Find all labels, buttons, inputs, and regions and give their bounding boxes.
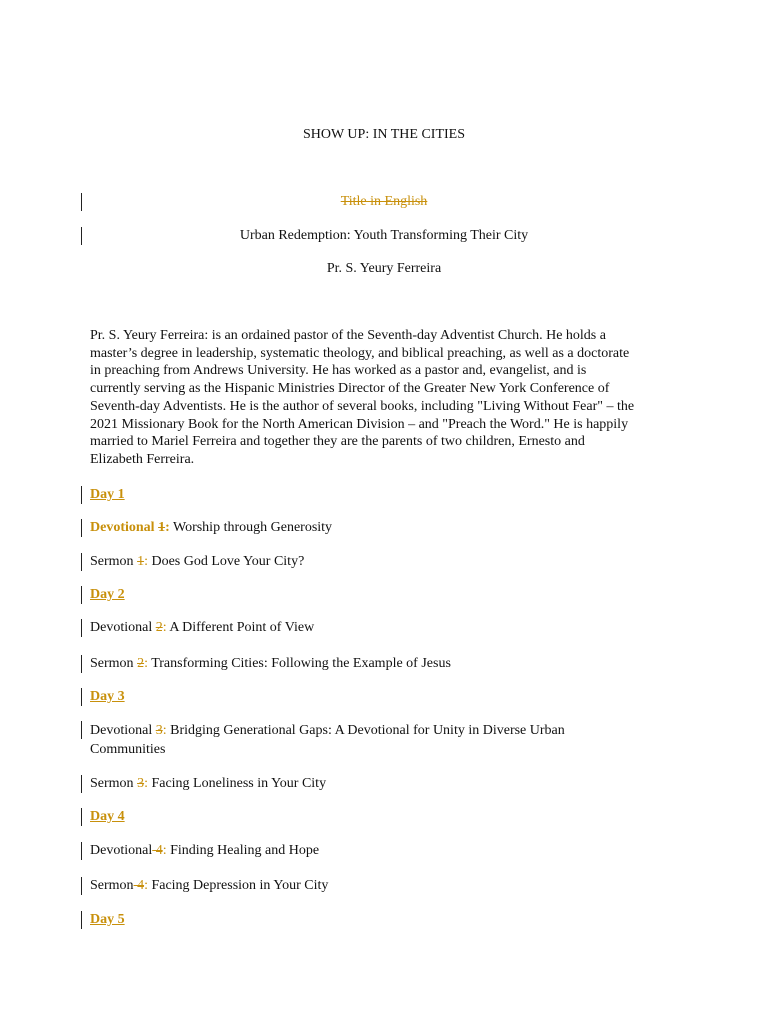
day-4-link[interactable]: Day 4 xyxy=(90,809,125,824)
change-bar xyxy=(81,586,82,604)
document-title: SHOW UP: IN THE CITIES xyxy=(302,127,466,142)
sermon-1: Sermon 1: Does God Love Your City? xyxy=(90,554,305,569)
bio-line: in preaching from Andrews University. He has worked as a pastor and, evangelist, and is xyxy=(90,363,587,379)
deleted-subtitle: Title in English xyxy=(340,194,428,209)
devotional-3-line: Communities xyxy=(90,741,166,757)
sermon-2: Sermon 2: Transforming Cities: Following the Example of Jesus xyxy=(90,656,451,671)
day-5-link[interactable]: Day 5 xyxy=(90,912,125,927)
change-bar xyxy=(81,775,82,793)
sermon-3: Sermon 3: Facing Loneliness in Your City xyxy=(90,776,327,791)
bio-line: currently serving as the Hispanic Ministries Director of the Greater New York Conference of xyxy=(90,381,610,397)
devotional-4: Devotional 4: Finding Healing and Hope xyxy=(90,843,320,858)
change-bar xyxy=(81,842,82,860)
change-bar xyxy=(81,655,82,673)
bio-line: Elizabeth Ferreira. xyxy=(90,451,195,467)
day-1-link[interactable]: Day 1 xyxy=(90,487,125,502)
author-bio xyxy=(90,327,680,469)
devotional-3-line: Devotional 3: Bridging Generational Gaps: A Devotional for Unity in Diverse Urban xyxy=(90,723,565,738)
change-bar xyxy=(81,519,82,537)
change-bar xyxy=(81,619,82,637)
sermon-4: Sermon 4: Facing Depression in Your City xyxy=(90,878,329,893)
subtitle: Urban Redemption: Youth Transforming Their City xyxy=(239,228,529,243)
day-2-link[interactable]: Day 2 xyxy=(90,587,125,602)
bio-line: Seventh-day Adventists. He is the author of several books, including "Living Without Fear" – the xyxy=(90,398,635,414)
change-bar xyxy=(81,877,82,895)
day-3-link[interactable]: Day 3 xyxy=(90,689,125,704)
devotional-3 xyxy=(90,722,650,759)
change-bar xyxy=(81,486,82,504)
change-bar xyxy=(81,808,82,826)
bio-line: Pr. S. Yeury Ferreira: is an ordained pastor of the Seventh-day Adventist Church. He holds a xyxy=(90,328,606,343)
bio-line: married to Mariel Ferreira and together they are the parents of two children, Ernesto and xyxy=(90,434,585,450)
change-bar xyxy=(81,688,82,706)
devotional-2: Devotional 2: A Different Point of View xyxy=(90,620,315,635)
change-bar xyxy=(81,553,82,571)
bio-line: master’s degree in leadership, systematic theology, and biblical preaching, as well as a doctorate xyxy=(90,345,630,361)
change-bar xyxy=(81,721,82,739)
devotional-1: Devotional 1: Worship through Generosity xyxy=(90,520,333,535)
change-bar xyxy=(81,911,82,929)
author-name: Pr. S. Yeury Ferreira xyxy=(326,261,442,276)
bio-line: 2021 Missionary Book for the North American Division – and "Preach the Word." He is happily xyxy=(90,416,629,432)
